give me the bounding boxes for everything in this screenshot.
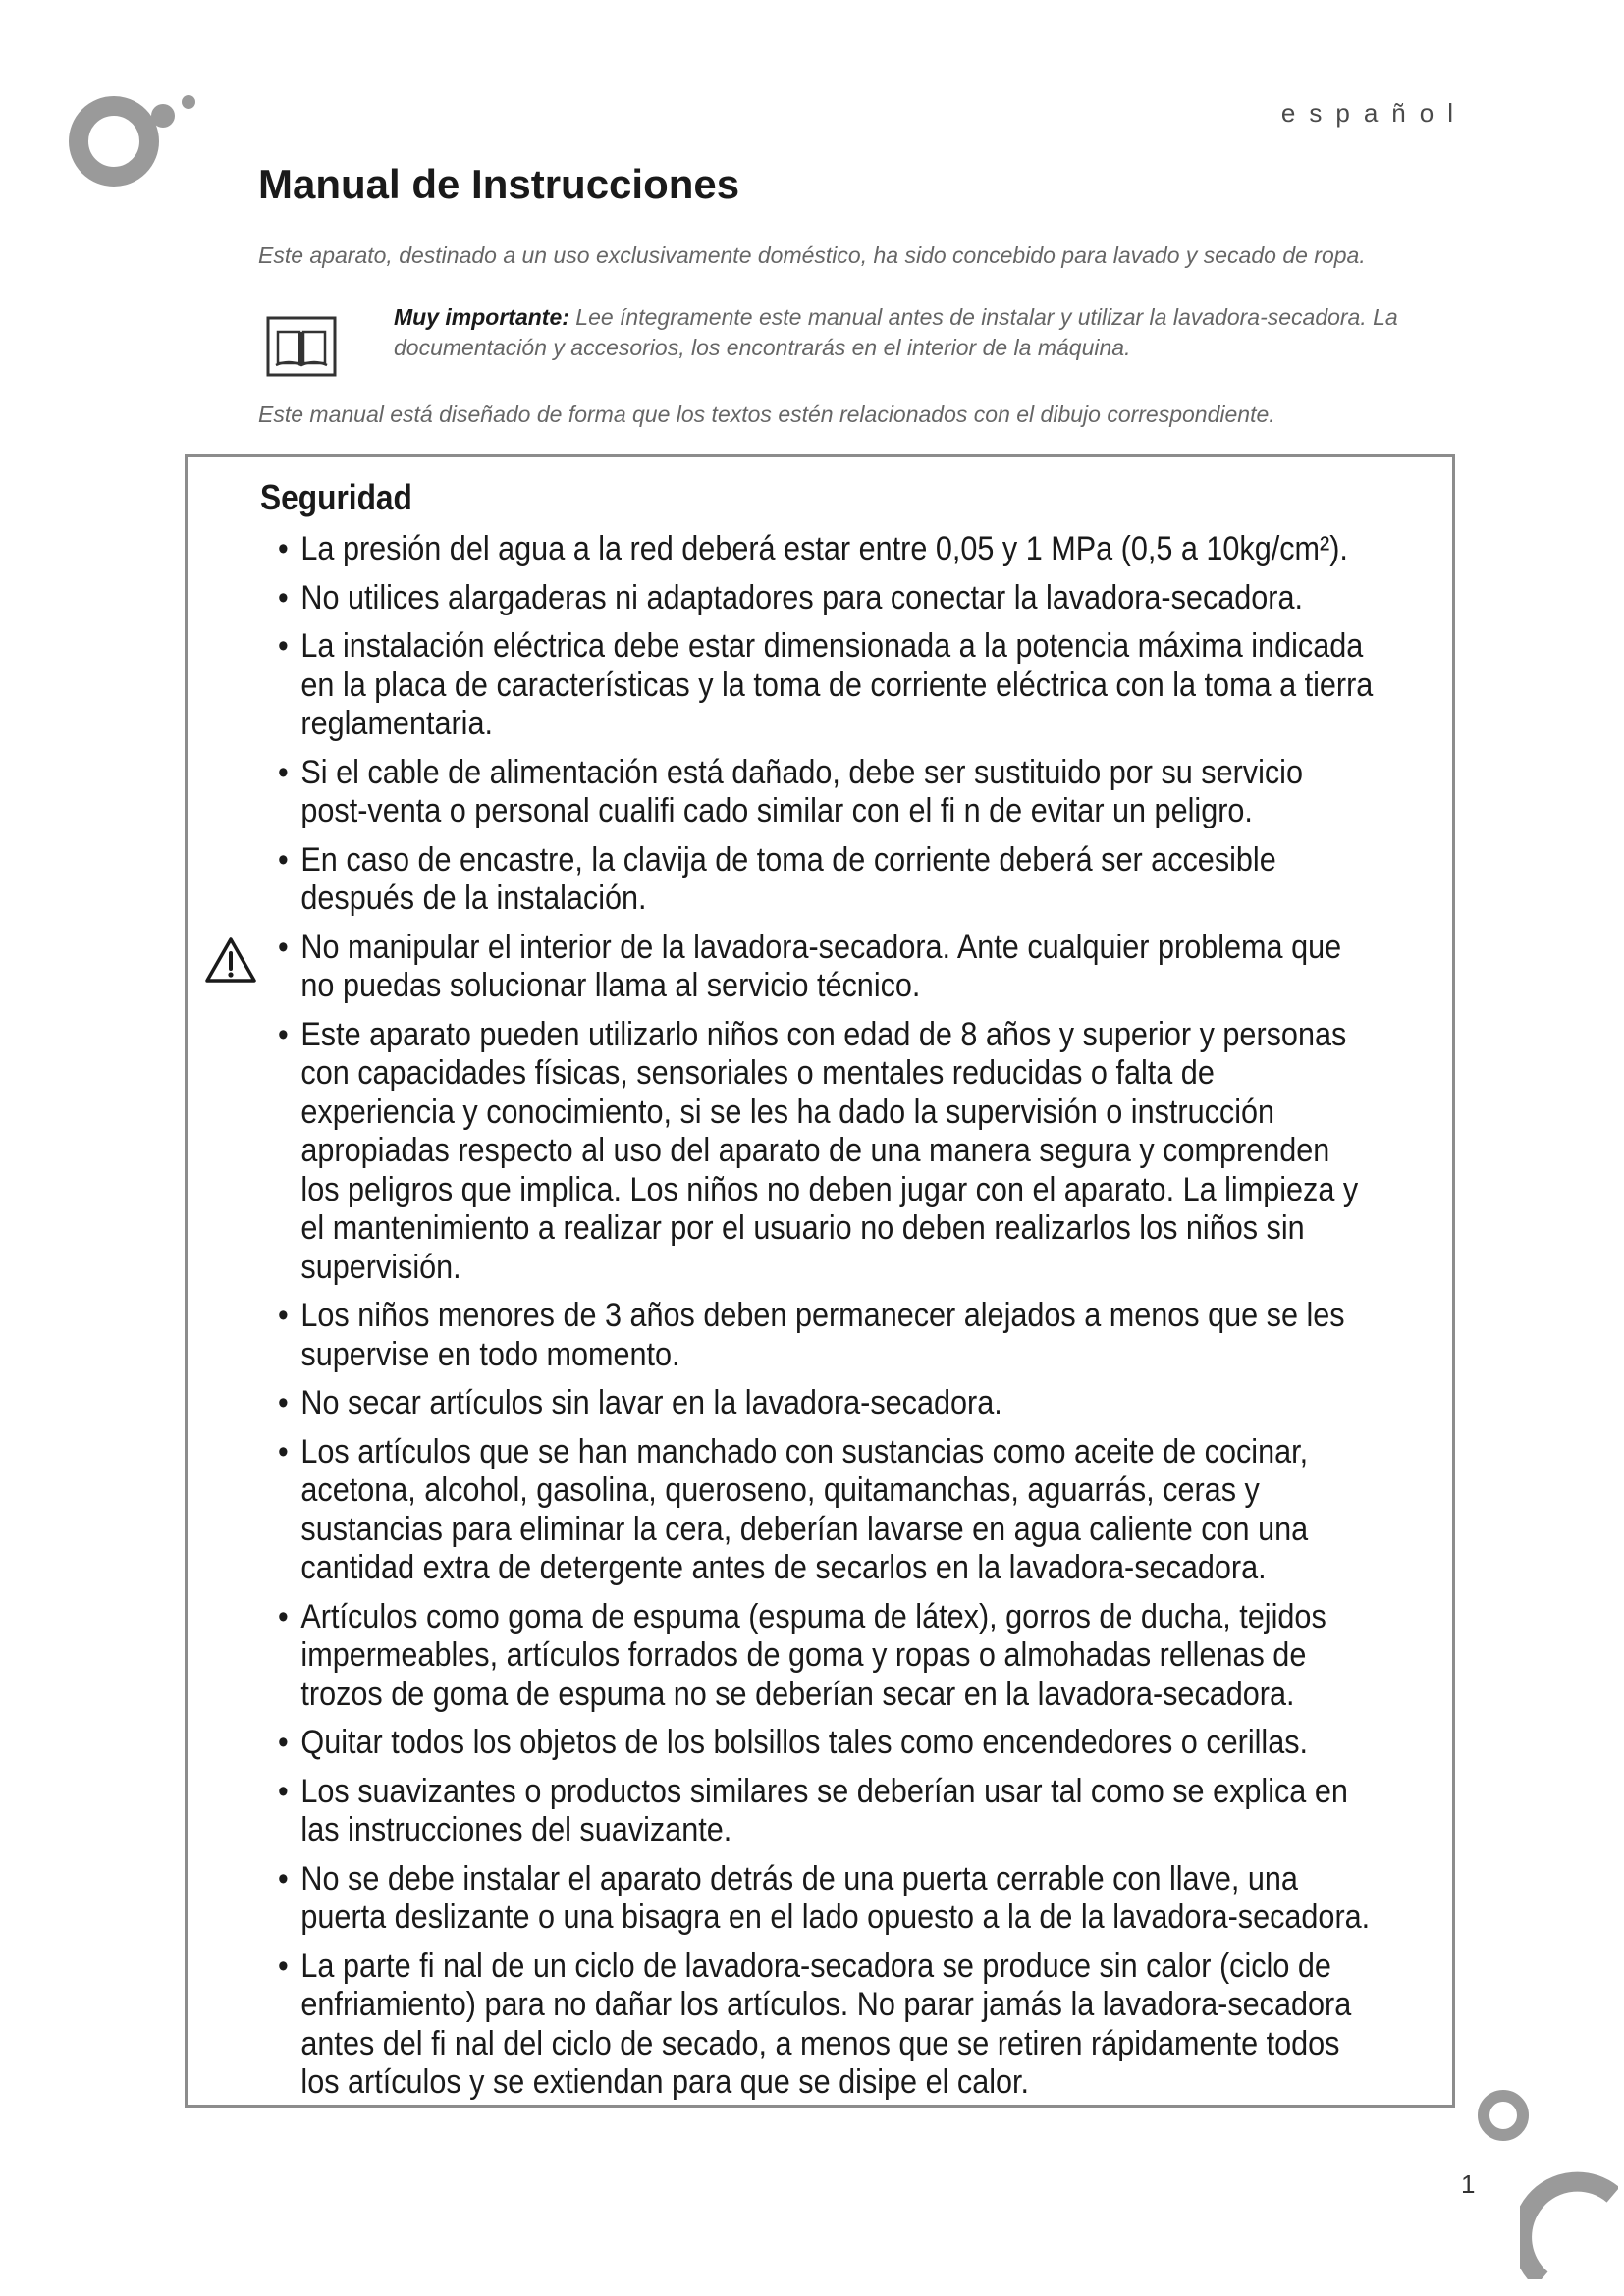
list-item: • Quitar todos los objetos de los bolsillos tales como encendedores o cerillas. <box>278 1724 1374 1763</box>
list-item: • La parte fi nal de un ciclo de lavadora-secadora se produce sin calor (ciclo de enfriamiento) para no dañar los artículos. No parar jamás la lavadora-secadora antes del fi nal del ciclo de secado, a menos que se retiren rápidamente todos los artículos y se extiendan para que se disipe el calor. <box>278 1948 1374 2103</box>
list-item: • La presión del agua a la red deberá estar entre 0,05 y 1 MPa (0,5 a 10kg/cm²). <box>278 530 1374 569</box>
list-item: • Los niños menores de 3 años deben permanecer alejados a menos que se les supervise en todo momento. <box>278 1297 1374 1374</box>
list-item: • Artículos como goma de espuma (espuma de látex), gorros de ducha, tejidos impermeables, artículos forrados de goma y ropas o almohadas rellenas de trozos de goma de espuma no se deberían secar en la lavadora-secadora. <box>278 1598 1374 1715</box>
language-label: español <box>1280 98 1467 128</box>
page-title: Manual de Instrucciones <box>258 161 740 207</box>
list-item: • La instalación eléctrica debe estar dimensionada a la potencia máxima indicada en la placa de características y la toma de corriente eléctrica con la toma a tierra reglamentaria. <box>278 627 1374 744</box>
safety-list <box>278 530 1374 2112</box>
important-label: Muy importante: <box>394 304 569 330</box>
brand-logo <box>63 90 210 198</box>
intro-text: Este aparato, destinado a un uso exclusivamente doméstico, ha sido concebido para lavado y secado de ropa. <box>258 242 1366 268</box>
safety-title: Seguridad <box>260 477 412 517</box>
list-item: • No manipular el interior de la lavadora-secadora. Ante cualquier problema que no puedas solucionar llama al servicio técnico. <box>278 929 1374 1006</box>
arc-decoration <box>1520 2171 1618 2279</box>
list-item: • No se debe instalar el aparato detrás de una puerta cerrable con llave, una puerta deslizante o una bisagra en el lado opuesto a la de la lavadora-secadora. <box>278 1860 1374 1938</box>
book-icon <box>266 316 337 377</box>
list-item: • No secar artículos sin lavar en la lavadora-secadora. <box>278 1384 1374 1423</box>
page-number: 1 <box>1461 2169 1476 2199</box>
list-item: • Este aparato pueden utilizarlo niños con edad de 8 años y superior y personas con capacidades físicas, sensoriales o mentales reducidas o falta de experiencia y conocimiento, si se les ha dado la supervisión o instrucción apropiadas respecto al uso del aparato de una manera segura y comprenden los peligros que implica. Los niños no deben jugar con el aparato. La limpieza y el mantenimiento a realizar por el usuario no deben realizarlos los niños sin supervisión. <box>278 1016 1374 1288</box>
circle-decoration <box>1474 2086 1533 2145</box>
list-item: • No utilices alargaderas ni adaptadores para conectar la lavadora-secadora. <box>278 579 1374 618</box>
layout-note: Este manual está diseñado de forma que los textos estén relacionados con el dibujo correspondiente. <box>258 401 1275 427</box>
important-text <box>394 302 1454 363</box>
important-notice <box>258 302 1466 391</box>
list-item: • Si el cable de alimentación está dañado, debe ser sustituido por su servicio post-venta o personal cualifi cado similar con el fi n de evitar un peligro. <box>278 754 1374 831</box>
list-item: • Los artículos que se han manchado con sustancias como aceite de cocinar, acetona, alcohol, gasolina, queroseno, quitamanchas, aguarrás, ceras y sustancias para eliminar la cera, deberían lavarse en agua caliente con una cantidad extra de detergente antes de secarlos en la lavadora-secadora. <box>278 1433 1374 1588</box>
list-item: • Los suavizantes o productos similares se deberían usar tal como se explica en las instrucciones del suavizante. <box>278 1773 1374 1850</box>
warning-triangle-icon <box>204 936 257 984</box>
safety-section <box>185 454 1455 2108</box>
important-body: Lee íntegramente este manual antes de instalar y utilizar la lavadora-secadora. La documentación y accesorios, los encontrarás en el interior de la máquina. <box>394 304 1398 360</box>
list-item: • En caso de encastre, la clavija de toma de corriente deberá ser accesible después de la instalación. <box>278 841 1374 919</box>
